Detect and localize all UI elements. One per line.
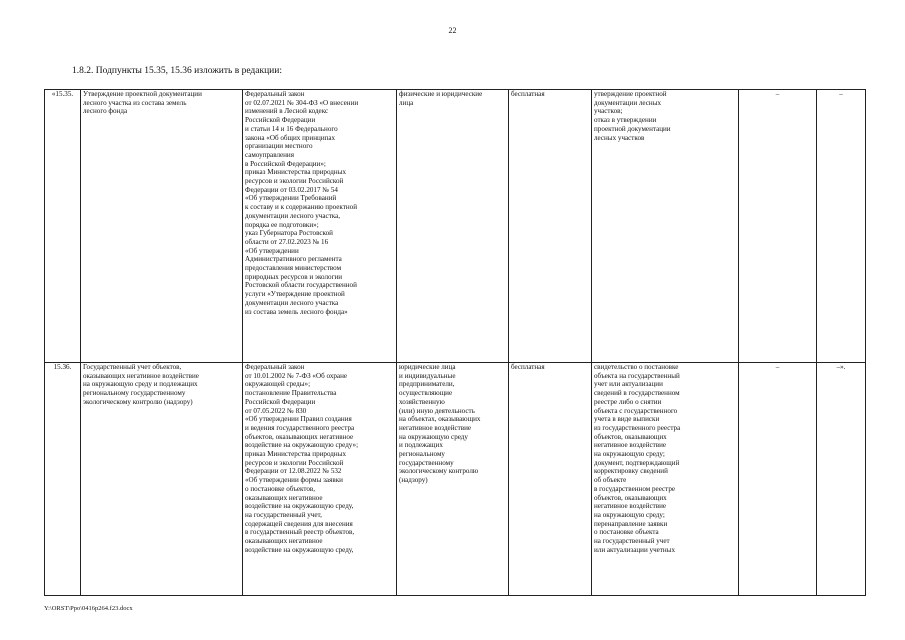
legal-basis: Федеральный закон от 10.01.2002 № 7-ФЗ «Об охране окружающей среды»; постановление Правительства Российской Федерации от 07.05.2022 № 830 «Об утверждении Правил создания и ведения государственного реестра объектов, оказывающих негативное воздействие на окружающую среду»; приказ Министерства природных ресурсов и экологии Российской Федерации от 12.08.2022 № 532 «Об утверждении формы заявки о постановке объектов, оказывающих негативное воздействие на окружающую среду, на государственный учет, содержащей сведения для внесения в государственный реестр объектов, оказывающих негативное воздействие на окружающую среду, bbox=[243, 363, 397, 596]
page-number: 22 bbox=[448, 26, 457, 35]
applicants: физические и юридические лица bbox=[397, 90, 509, 363]
column-8-value: –». bbox=[817, 363, 866, 596]
service-name: Государственный учет объектов, оказывающих негативное воздействие на окружающую среду и подлежащих региональному государственному экологическому контролю (надзору) bbox=[81, 363, 243, 596]
service-name: Утверждение проектной документации лесного участка из состава земель лесного фонда bbox=[81, 90, 243, 363]
section-intro: 1.8.2. Подпункты 15.35, 15.36 изложить в редакции: bbox=[72, 66, 282, 76]
file-path-footer: Y:\ORST\Ppo\0416p264.f23.docx bbox=[44, 605, 133, 612]
row-number: 15.36. bbox=[45, 363, 81, 596]
applicants: юридические лица и индивидуальные предприниматели, осуществляющие хозяйственную (или) иную деятельность на объектах, оказывающих негативное воздействие на окружающую среду и подлежащих региональному государственному экологическому контролю (надзору) bbox=[397, 363, 509, 596]
service-result: свидетельство о постановке объекта на государственный учет или актуализации сведений в государственном реестре либо о снятии объекта с государственного учета в виде выписки из государственного реестра объектов, оказывающих негативное воздействие на окружающую среду; документ, подтверждающий корректировку сведений об объекте в государственном реестре объектов, оказывающих негативное воздействие на окружающую среду; перенаправление заявки о постановке объекта на государственный учет или актуализации учетных bbox=[592, 363, 739, 596]
table-row bbox=[45, 90, 866, 363]
service-fee: бесплатная bbox=[509, 90, 592, 363]
services-table bbox=[44, 89, 866, 596]
column-7-value: – bbox=[739, 90, 817, 363]
service-result: утверждение проектной документации лесных участков; отказ в утверждении проектной документации лесных участков bbox=[592, 90, 739, 363]
service-fee: бесплатная bbox=[509, 363, 592, 596]
column-8-value: – bbox=[817, 90, 866, 363]
row-number: «15.35. bbox=[45, 90, 81, 363]
legal-basis: Федеральный закон от 02.07.2021 № 304-ФЗ «О внесении изменений в Лесной кодекс Российской Федерации и статьи 14 и 16 Федерального закона «Об общих принципах организации местного самоуправления в Российской Федерации»; приказ Министерства природных ресурсов и экологии Российской Федерации от 03.02.2017 № 54 «Об утверждении Требований к составу и к содержанию проектной документации лесного участка, порядка ее подготовки»; указ Губернатора Ростовской области от 27.02.2023 № 16 «Об утверждении Административного регламента предоставления министерством природных ресурсов и экологии Ростовской области государственной услуги «Утверждение проектной документации лесного участка из состава земель лесного фонда» bbox=[243, 90, 397, 363]
table-row bbox=[45, 363, 866, 596]
column-7-value: – bbox=[739, 363, 817, 596]
